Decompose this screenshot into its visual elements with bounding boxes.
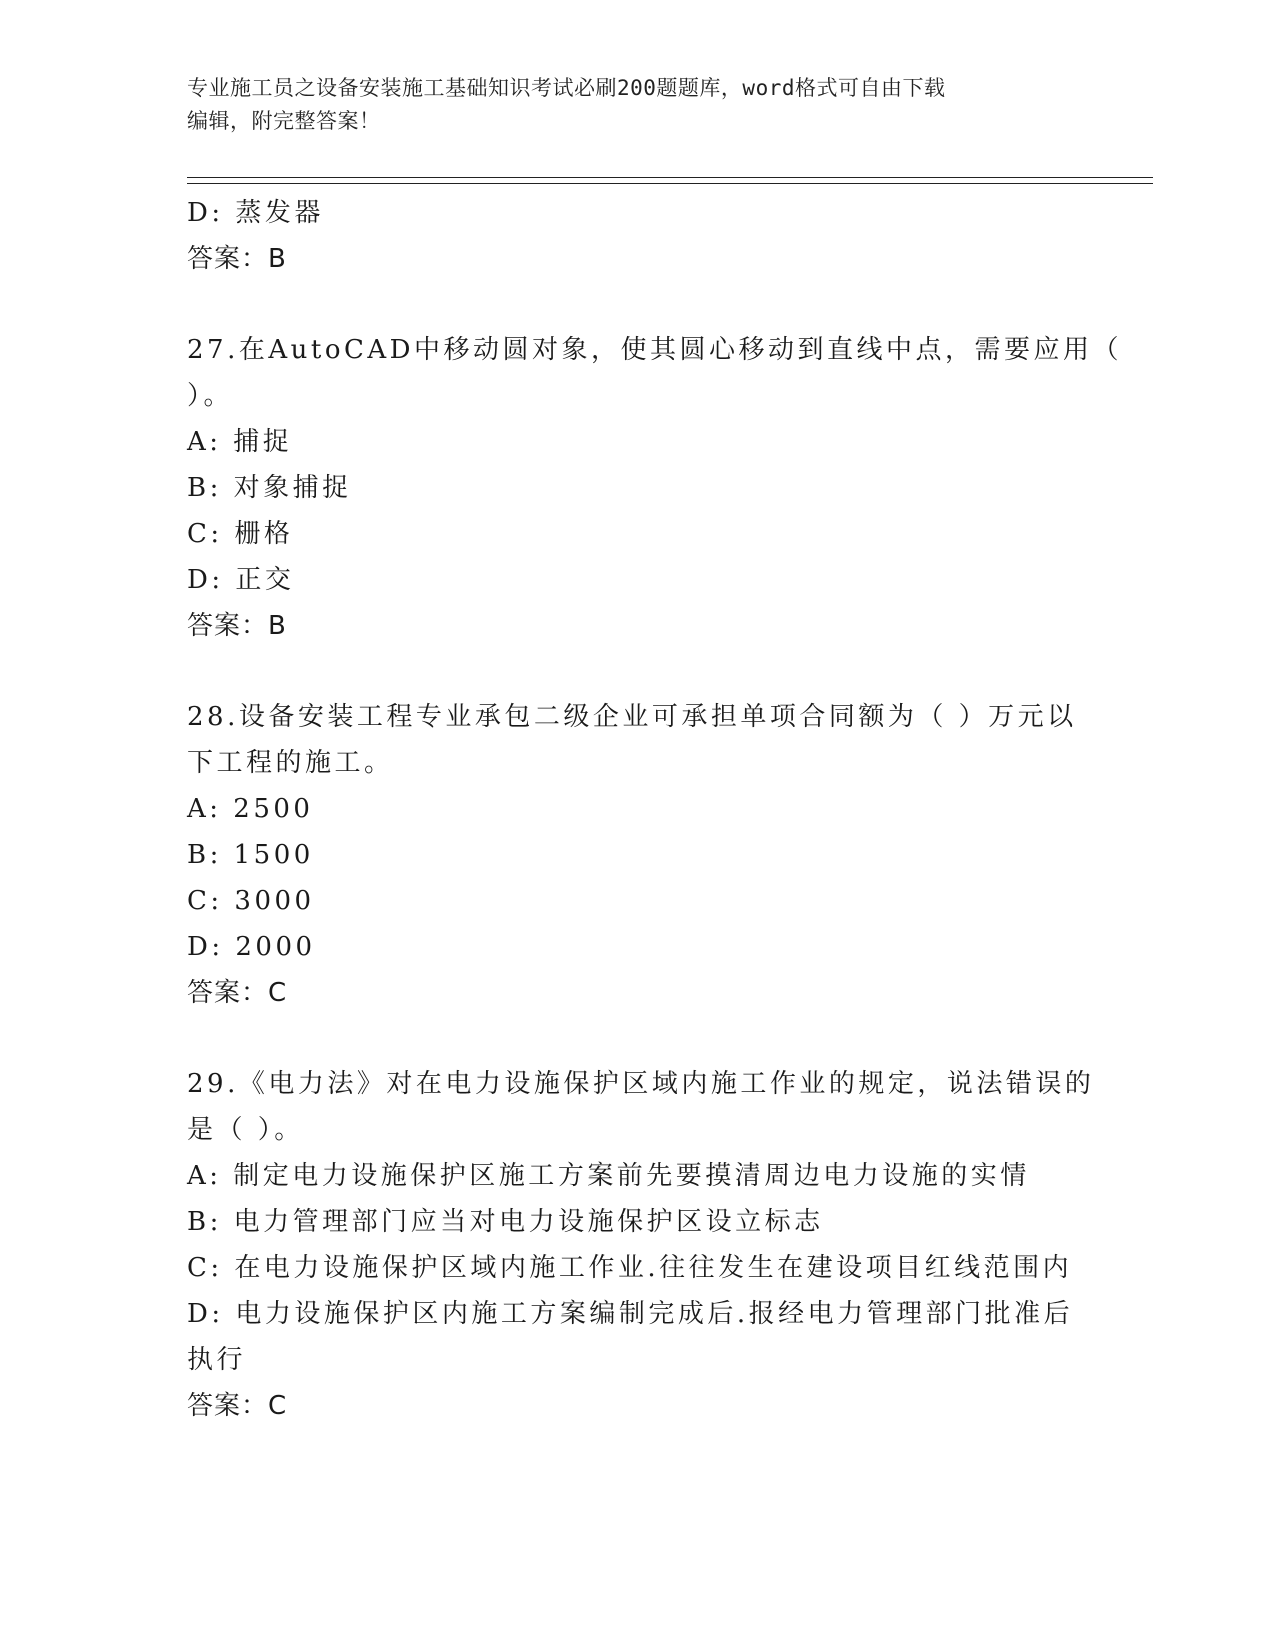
option-b: B: 1500 bbox=[187, 840, 314, 870]
option-d-cont: 执行 bbox=[187, 1345, 247, 1375]
option-d: D: 正交 bbox=[187, 565, 295, 595]
question-stem-cont: 是（ ）。 bbox=[187, 1115, 304, 1145]
header-line-1: 专业施工员之设备安装施工基础知识考试必刷200题题库，word格式可自由下载 bbox=[187, 76, 946, 100]
spacer bbox=[187, 1016, 1087, 1061]
option-c: C: 3000 bbox=[187, 886, 315, 916]
header-line-2: 编辑，附完整答案！ bbox=[187, 109, 381, 133]
header-divider-top bbox=[187, 177, 1153, 178]
answer: 答案：B bbox=[187, 611, 287, 641]
question-stem: 27.在AutoCAD中移动圆对象，使其圆心移动到直线中点，需要应用（ bbox=[187, 335, 1122, 365]
option-c: C: 栅格 bbox=[187, 519, 294, 549]
answer: 答案：C bbox=[187, 1391, 288, 1421]
option-a: A: 制定电力设施保护区施工方案前先要摸清周边电力设施的实情 bbox=[187, 1161, 1030, 1191]
option-a: A: 捕捉 bbox=[187, 427, 293, 457]
question-content bbox=[187, 190, 1122, 1429]
option-d: D: 电力设施保护区内施工方案编制完成后.报经电力管理部门批准后 bbox=[187, 1299, 1074, 1329]
spacer bbox=[187, 282, 1087, 327]
option-b: B: 电力管理部门应当对电力设施保护区设立标志 bbox=[187, 1207, 824, 1237]
question-27 bbox=[187, 327, 1122, 649]
option-b: B: 对象捕捉 bbox=[187, 473, 352, 503]
question-stem-cont: 下工程的施工。 bbox=[187, 748, 394, 778]
option-d: D: 2000 bbox=[187, 932, 316, 962]
document-header bbox=[187, 72, 1077, 138]
option-a: A: 2500 bbox=[187, 794, 314, 824]
question-stem-cont: ）。 bbox=[187, 381, 234, 411]
question-29 bbox=[187, 1061, 1095, 1429]
prev-option-d: D: 蒸发器 bbox=[187, 198, 324, 228]
answer: 答案：C bbox=[187, 978, 288, 1008]
spacer bbox=[187, 649, 1087, 694]
question-28 bbox=[187, 694, 1087, 1016]
prev-answer: 答案：B bbox=[187, 244, 287, 274]
header-divider-bottom bbox=[187, 183, 1153, 184]
question-stem: 28.设备安装工程专业承包二级企业可承担单项合同额为（ ）万元以 bbox=[187, 702, 1077, 732]
option-c: C: 在电力设施保护区域内施工作业.往往发生在建设项目红线范围内 bbox=[187, 1253, 1073, 1283]
question-stem: 29.《电力法》对在电力设施保护区域内施工作业的规定，说法错误的 bbox=[187, 1069, 1095, 1099]
